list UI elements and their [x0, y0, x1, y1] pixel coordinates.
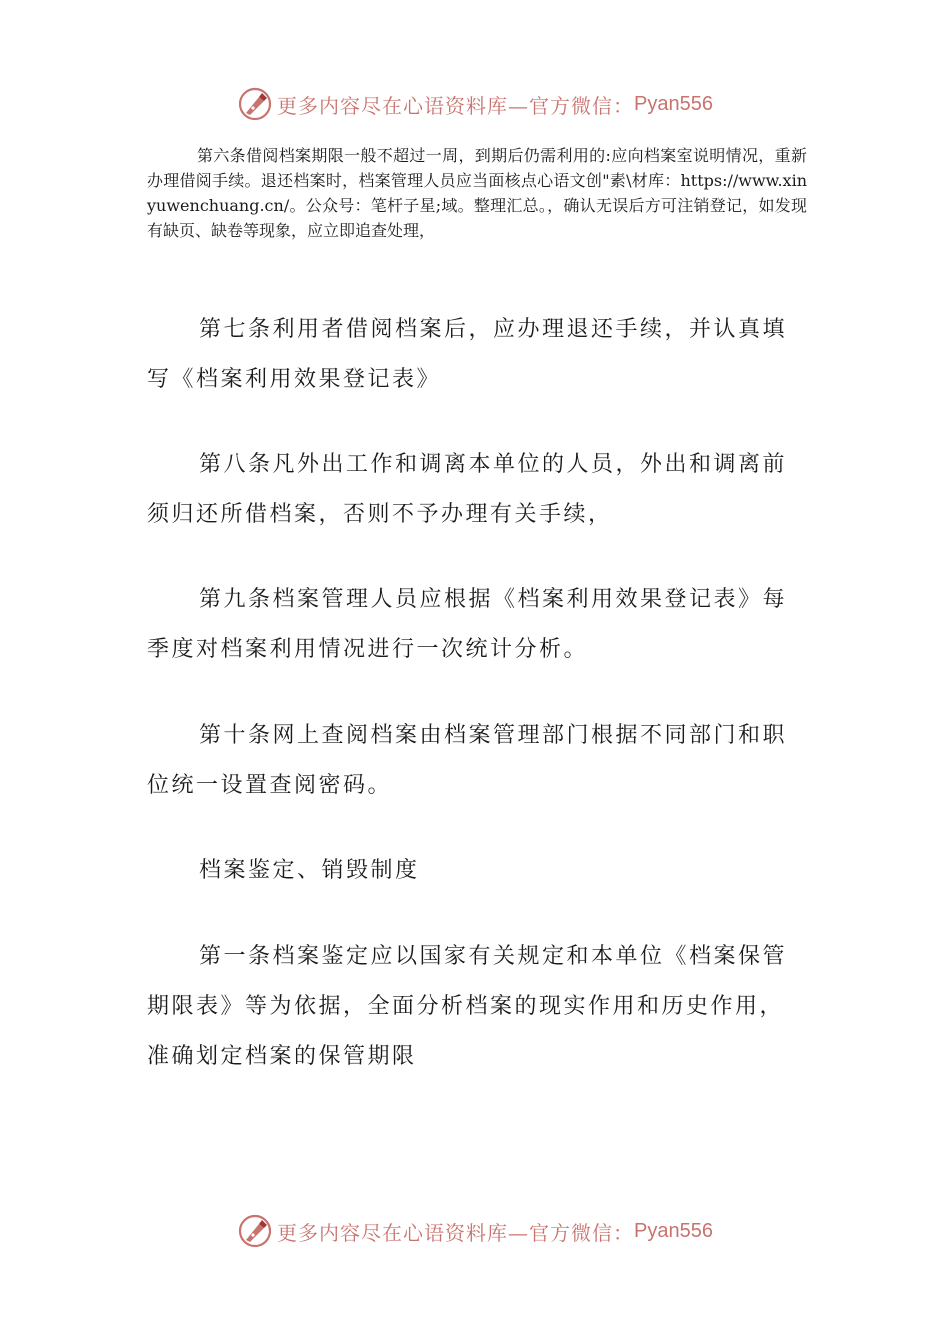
article-6-paragraph: 第六条借阅档案期限一般不超过一周，到期后仍需利用的:应向档案室说明情况，重新办理借阅手续。退还档案时，档案管理人员应当面核点心语文创"素\材库：https://www.xinyuwenchuang.cn/。公众号：笔杆子星;域。整理汇总。，确认无误后方可注销登记，如发现有缺页、缺卷等现象，应立即追查处理，	[147, 146, 807, 240]
section-heading: 档案鉴定、销毁制度	[199, 858, 420, 883]
pen-nib-logo-icon	[237, 86, 273, 122]
header-banner	[0, 82, 950, 126]
article-7-paragraph: 第七条利用者借阅档案后，应办理退还手续，并认真填写《档案利用效果登记表》	[147, 317, 788, 392]
banner-slogan: 更多内容尽在心语资料库—官方微信：	[277, 1220, 635, 1245]
banner-wechat-id: Pyan556	[634, 92, 713, 115]
article-10-paragraph: 第十条网上查阅档案由档案管理部门根据不同部门和职位统一设置查阅密码。	[147, 723, 788, 798]
appraisal-article-1-paragraph: 第一条档案鉴定应以国家有关规定和本单位《档案保管期限表》等为依据，全面分析档案的现实作用和历史作用，准确划定档案的保管期限	[147, 944, 788, 1069]
banner-slogan: 更多内容尽在心语资料库—官方微信：	[277, 93, 635, 118]
banner-wechat-id: Pyan556	[634, 1219, 713, 1242]
pen-nib-logo-icon	[237, 1213, 273, 1249]
article-8-paragraph: 第八条凡外出工作和调离本单位的人员，外出和调离前须归还所借档案，否则不予办理有关手续，	[147, 452, 788, 527]
footer-banner	[0, 1209, 950, 1253]
article-9-paragraph: 第九条档案管理人员应根据《档案利用效果登记表》每季度对档案利用情况进行一次统计分析。	[147, 587, 788, 662]
